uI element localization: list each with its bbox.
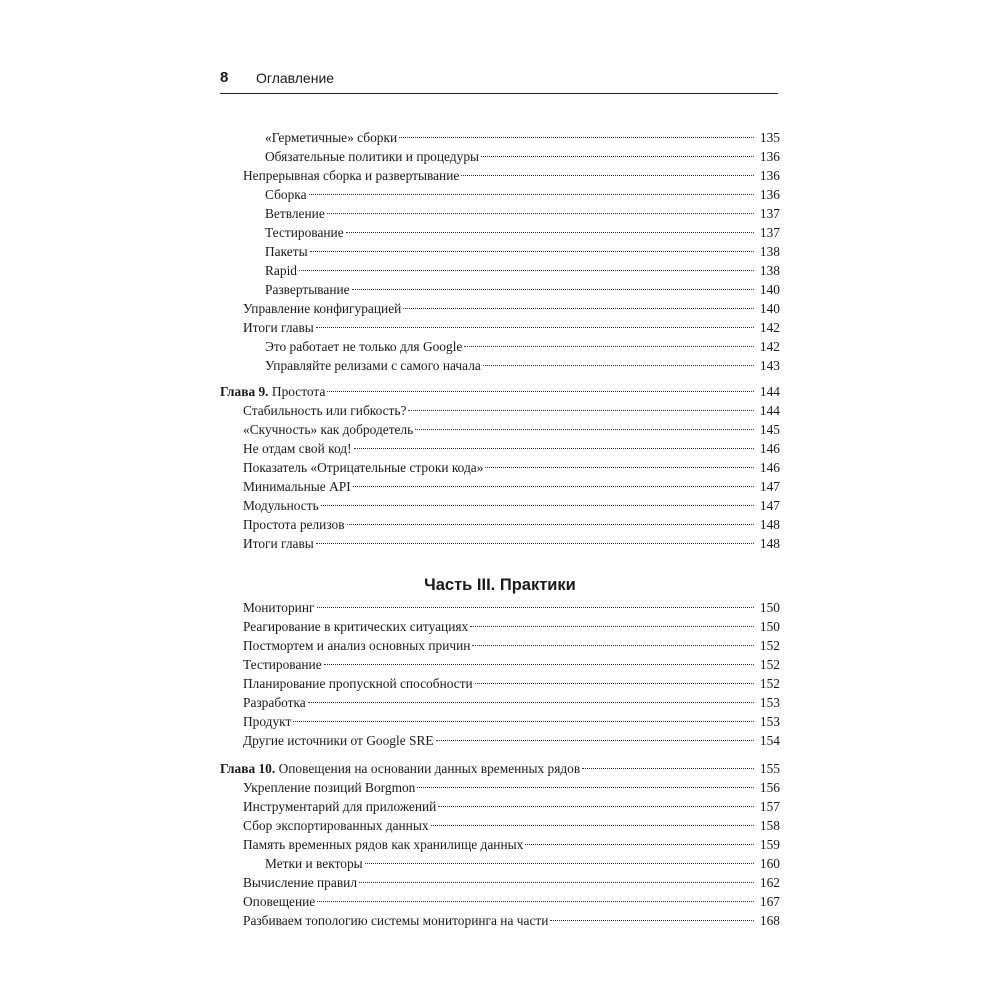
dot-leader bbox=[316, 543, 754, 544]
chapter-title: Простота bbox=[268, 384, 326, 399]
toc-entry bbox=[220, 318, 780, 337]
toc-entry-title: Другие источники от Google SRE bbox=[243, 733, 434, 748]
dot-leader bbox=[309, 194, 754, 195]
toc-page-number: 144 bbox=[759, 403, 780, 418]
toc-page-number: 152 bbox=[759, 676, 780, 691]
toc-page-number: 136 bbox=[759, 187, 780, 202]
toc-entry-title: Стабильность или гибкость? bbox=[243, 403, 407, 418]
toc-entry-title: Планирование пропускной способности bbox=[243, 676, 473, 691]
toc-entry bbox=[220, 816, 780, 835]
toc-entry bbox=[220, 299, 780, 318]
toc-entry-title: Модульность bbox=[243, 498, 319, 513]
toc-entry-title: Инструментарий для приложений bbox=[243, 799, 437, 814]
dot-leader bbox=[461, 175, 754, 176]
toc-page-number: 145 bbox=[759, 422, 780, 437]
toc-entry bbox=[220, 617, 780, 636]
toc-entry bbox=[220, 636, 780, 655]
toc-entry bbox=[220, 147, 780, 166]
toc-entry-title: Развертывание bbox=[265, 282, 350, 297]
toc-page-number: 148 bbox=[759, 536, 780, 551]
dot-leader bbox=[321, 505, 754, 506]
toc-page-number: 137 bbox=[759, 206, 780, 221]
toc-entry-title: Минимальные API bbox=[243, 479, 351, 494]
toc-entry bbox=[220, 204, 780, 223]
toc-entry-title: Мониторинг bbox=[243, 600, 315, 615]
dot-leader bbox=[470, 626, 754, 627]
toc-entry bbox=[220, 128, 780, 147]
dot-leader bbox=[293, 721, 754, 722]
toc-entry bbox=[220, 835, 780, 854]
dot-leader bbox=[403, 308, 754, 309]
toc-chapter-entry bbox=[220, 759, 780, 778]
dot-leader bbox=[436, 740, 754, 741]
toc-entry bbox=[220, 674, 780, 693]
toc-entry bbox=[220, 401, 780, 420]
toc-page-number: 167 bbox=[759, 894, 780, 909]
dot-leader bbox=[317, 901, 754, 902]
dot-leader bbox=[438, 806, 754, 807]
toc-entry-title: Простота релизов bbox=[243, 517, 345, 532]
toc-entry bbox=[220, 496, 780, 515]
toc-entry-title: Метки и векторы bbox=[265, 856, 363, 871]
toc-page-number: 150 bbox=[759, 619, 780, 634]
dot-leader bbox=[327, 213, 754, 214]
dot-leader bbox=[299, 270, 754, 271]
toc-entry-title: Сбор экспортированных данных bbox=[243, 818, 429, 833]
toc-entry-title: Тестирование bbox=[243, 657, 322, 672]
toc-page-number: 162 bbox=[759, 875, 780, 890]
dot-leader bbox=[485, 467, 754, 468]
toc-entry-title: Итоги главы bbox=[243, 320, 314, 335]
toc-page-number: 157 bbox=[759, 799, 780, 814]
toc-page-number: 152 bbox=[759, 638, 780, 653]
toc-entry-title: Пакеты bbox=[265, 244, 308, 259]
toc-entry bbox=[220, 655, 780, 674]
toc-entry bbox=[220, 420, 780, 439]
toc-entry bbox=[220, 712, 780, 731]
toc-entry-title: Тестирование bbox=[265, 225, 344, 240]
toc-entry bbox=[220, 854, 780, 873]
toc-entry bbox=[220, 515, 780, 534]
toc-entry-title: Продукт bbox=[243, 714, 292, 729]
toc-entry bbox=[220, 731, 780, 750]
toc-entry-title: Не отдам свой код! bbox=[243, 441, 352, 456]
toc-block-chapter-9 bbox=[220, 382, 780, 553]
dot-leader bbox=[317, 607, 755, 608]
toc-entry-title: Обязательные политики и процедуры bbox=[265, 149, 480, 164]
toc-page-number: 138 bbox=[759, 263, 780, 278]
toc-entry-title: Непрерывная сборка и развертывание bbox=[243, 168, 460, 183]
dot-leader bbox=[483, 365, 754, 366]
dot-leader bbox=[327, 391, 754, 392]
toc-page-number: 147 bbox=[759, 479, 780, 494]
toc-entry-title: Rapid bbox=[265, 263, 297, 278]
dot-leader bbox=[324, 664, 754, 665]
toc-page-number: 146 bbox=[759, 441, 780, 456]
toc-entry bbox=[220, 261, 780, 280]
dot-leader bbox=[415, 429, 754, 430]
dot-leader bbox=[353, 486, 754, 487]
toc-page-number: 153 bbox=[759, 695, 780, 710]
toc-entry-title: Реагирование в критических ситуациях bbox=[243, 619, 469, 634]
toc-page-number: 142 bbox=[759, 339, 780, 354]
dot-leader bbox=[481, 156, 754, 157]
toc-entry-title bbox=[220, 759, 582, 778]
toc-page-number: 156 bbox=[759, 780, 780, 795]
toc-entry bbox=[220, 598, 780, 617]
toc-page-number: 150 bbox=[759, 600, 780, 615]
toc-page-number: 155 bbox=[759, 761, 780, 776]
toc-page-number: 136 bbox=[759, 149, 780, 164]
toc-page-number: 136 bbox=[759, 168, 780, 183]
toc-block-chapter-8 bbox=[220, 128, 780, 375]
dot-leader bbox=[431, 825, 754, 826]
toc-entry bbox=[220, 337, 780, 356]
chapter-title: Оповещения на основании данных временных рядов bbox=[275, 761, 581, 776]
dot-leader bbox=[365, 863, 754, 864]
dot-leader bbox=[525, 844, 754, 845]
toc-entry bbox=[220, 873, 780, 892]
toc-entry-title: Вычисление правил bbox=[243, 875, 357, 890]
toc-page-number: 144 bbox=[759, 384, 780, 399]
toc-entry-title: Постмортем и анализ основных причин bbox=[243, 638, 471, 653]
toc-entry-title: Ветвление bbox=[265, 206, 325, 221]
toc-page-number: 153 bbox=[759, 714, 780, 729]
chapter-label: Глава 10. bbox=[220, 761, 276, 776]
toc-entry-title: «Герметичные» сборки bbox=[265, 130, 398, 145]
toc-page-number: 148 bbox=[759, 517, 780, 532]
toc-entry bbox=[220, 911, 780, 930]
dot-leader bbox=[354, 448, 754, 449]
toc-entry bbox=[220, 280, 780, 299]
toc-entry-title: Управление конфигурацией bbox=[243, 301, 402, 316]
dot-leader bbox=[347, 524, 754, 525]
dot-leader bbox=[417, 787, 754, 788]
toc-entry bbox=[220, 223, 780, 242]
toc-page-number: 140 bbox=[759, 282, 780, 297]
toc-entry bbox=[220, 458, 780, 477]
toc-entry-title bbox=[220, 382, 327, 401]
toc-entry-title: Итоги главы bbox=[243, 536, 314, 551]
toc-page-number: 142 bbox=[759, 320, 780, 335]
toc-entry-title: Оповещение bbox=[243, 894, 316, 909]
dot-leader bbox=[346, 232, 754, 233]
toc-entry-title: Память временных рядов как хранилище данных bbox=[243, 837, 524, 852]
toc-entry bbox=[220, 778, 780, 797]
toc-block-part-3 bbox=[220, 598, 780, 750]
toc-page-number: 168 bbox=[759, 913, 780, 928]
toc-page-number: 154 bbox=[759, 733, 780, 748]
toc-entry bbox=[220, 242, 780, 261]
dot-leader bbox=[352, 289, 754, 290]
dot-leader bbox=[408, 410, 754, 411]
header-rule bbox=[220, 93, 778, 94]
dot-leader bbox=[399, 137, 754, 138]
toc-entry bbox=[220, 185, 780, 204]
toc-entry-title: Разработка bbox=[243, 695, 306, 710]
dot-leader bbox=[472, 645, 754, 646]
toc-page-number: 158 bbox=[759, 818, 780, 833]
page-number: 8 bbox=[220, 69, 229, 86]
toc-chapter-entry bbox=[220, 382, 780, 401]
toc-entry-title: Показатель «Отрицательные строки кода» bbox=[243, 460, 484, 475]
toc-page-number: 140 bbox=[759, 301, 780, 316]
chapter-label: Глава 9. bbox=[220, 384, 269, 399]
dot-leader bbox=[316, 327, 754, 328]
toc-page-number: 152 bbox=[759, 657, 780, 672]
toc-entry-title: Управляйте релизами с самого начала bbox=[265, 358, 481, 373]
toc-entry bbox=[220, 356, 780, 375]
running-header bbox=[220, 69, 778, 95]
toc-page-number: 147 bbox=[759, 498, 780, 513]
dot-leader bbox=[308, 702, 754, 703]
toc-page-number: 143 bbox=[759, 358, 780, 373]
running-header-title: Оглавление bbox=[256, 70, 335, 86]
dot-leader bbox=[475, 683, 754, 684]
toc-entry-title: Разбиваем топологию системы мониторинга на части bbox=[243, 913, 549, 928]
toc-page-number: 137 bbox=[759, 225, 780, 240]
toc-page-number: 160 bbox=[759, 856, 780, 871]
toc-entry-title: Это работает не только для Google bbox=[265, 339, 463, 354]
toc-entry bbox=[220, 797, 780, 816]
dot-leader bbox=[310, 251, 754, 252]
toc-page-number: 135 bbox=[759, 130, 780, 145]
toc-entry bbox=[220, 477, 780, 496]
toc-entry bbox=[220, 892, 780, 911]
toc-entry-title: Сборка bbox=[265, 187, 307, 202]
toc-entry-title: Укрепление позиций Borgmon bbox=[243, 780, 416, 795]
toc-block-chapter-10 bbox=[220, 759, 780, 930]
toc-page-number: 138 bbox=[759, 244, 780, 259]
toc-page-number: 146 bbox=[759, 460, 780, 475]
part-title: Часть III. Практики bbox=[424, 576, 576, 594]
toc-entry bbox=[220, 534, 780, 553]
toc-entry bbox=[220, 439, 780, 458]
dot-leader bbox=[464, 346, 754, 347]
toc-entry bbox=[220, 166, 780, 185]
toc-page-number: 159 bbox=[759, 837, 780, 852]
toc-entry-title: «Скучность» как добродетель bbox=[243, 422, 414, 437]
dot-leader bbox=[359, 882, 754, 883]
dot-leader bbox=[582, 768, 754, 769]
dot-leader bbox=[550, 920, 754, 921]
toc-entry bbox=[220, 693, 780, 712]
